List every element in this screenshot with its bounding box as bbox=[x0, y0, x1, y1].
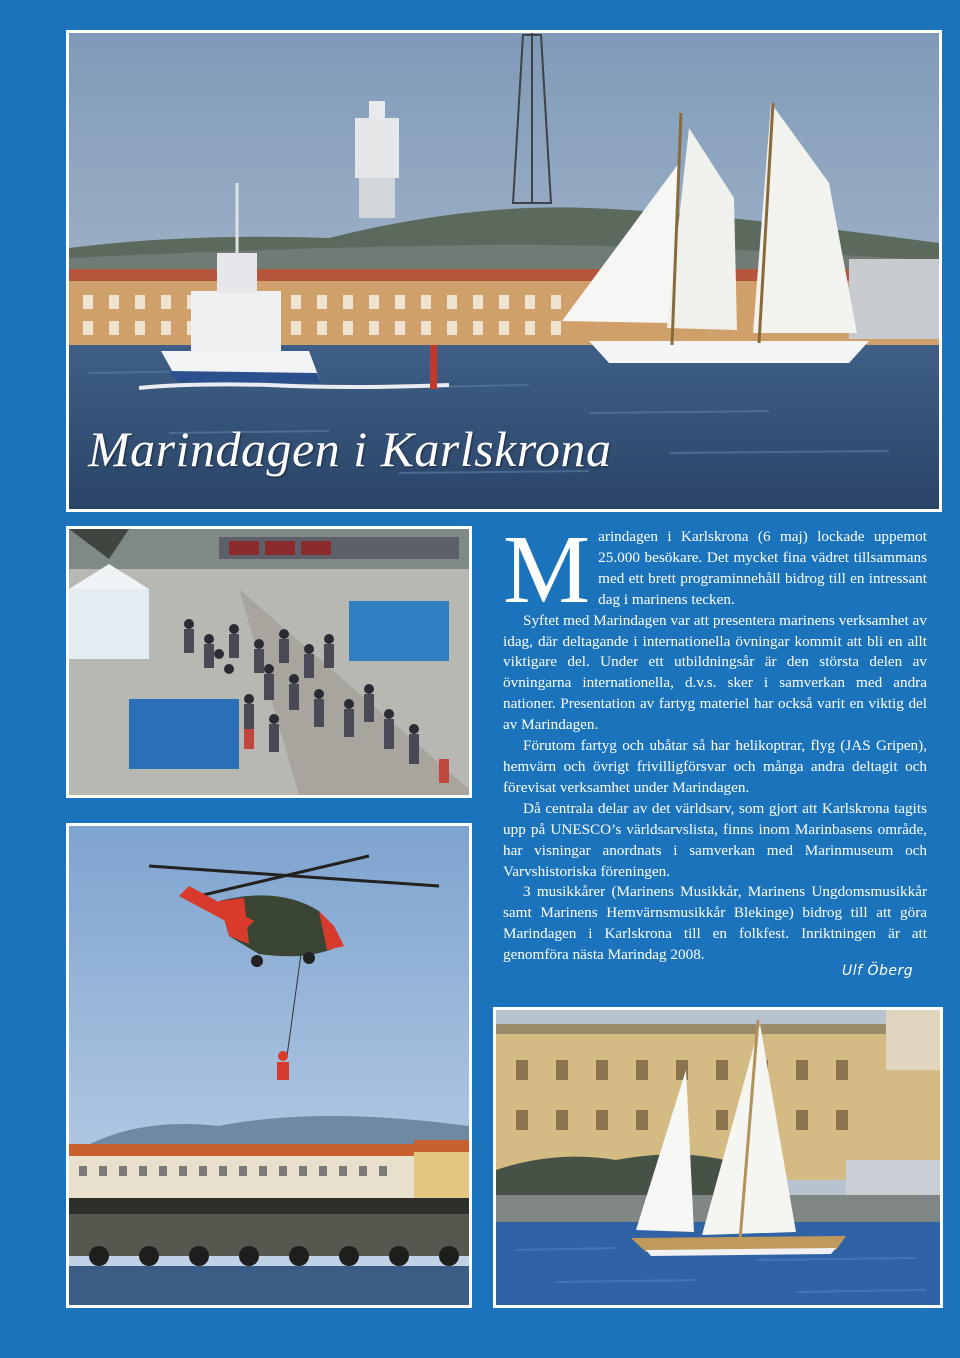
article-body bbox=[503, 516, 927, 966]
sailboat-photo bbox=[493, 1007, 943, 1308]
sailboat-image bbox=[496, 1010, 940, 1305]
author-signature: Ulf Öberg bbox=[842, 963, 914, 979]
article-paragraph: Förutom fartyg och ubåtar så har helikoptrar, flyg (JAS Gripen), hemvärn och övrigt frivilligförsvar och många andra deltagit och förevisat verksamhet under Marindagen. bbox=[503, 737, 927, 796]
crowd-image bbox=[69, 529, 469, 795]
article-intro-paragraph bbox=[503, 516, 927, 624]
helicopter-photo bbox=[66, 823, 472, 1308]
article-paragraph: Syftet med Marindagen var att presentera marinens verksamhet av idag, där deltagande i internationella övningar kommit att bli en allt viktigare del. Under ett utbildningsår är den största delen av övningarna internationella, d.v.s. sker i samverkan med andra nationer. Presentation av fartyg materiel har också varit en viktig del av Marindagen. bbox=[503, 611, 927, 734]
article-intro: arindagen i Karlskrona (6 maj) lockade uppemot 25.000 besökare. Det mycket fina vädret tillsammans med ett brett programinnehåll bidrog till en intressant dag i marinens tecken. bbox=[598, 528, 927, 608]
drop-cap: M bbox=[503, 516, 591, 624]
article-paragraph: 3 musikkårer (Marinens Musikkår, Marinens Ungdomsmusikkår samt Marinens Hemvärnsmusikkår Blekinge) bidrog till att göra Marindagen i Karlskrona till en folkfest. Inriktningen är att genomföra nästa Marindag 2008. bbox=[503, 883, 927, 964]
article-paragraph: Då centrala delar av det världsarv, som gjort att Karlskrona tagits upp på UNESCO’s världsarvslista, finns inom Marinbasens område, har visningar anordnats i samverkan med Marinmuseum och Varvshistoriska föreningen. bbox=[503, 799, 927, 880]
crowd-photo bbox=[66, 526, 472, 798]
page-title: Marindagen i Karlskrona bbox=[88, 421, 612, 477]
helicopter-rescue-image bbox=[69, 826, 469, 1305]
